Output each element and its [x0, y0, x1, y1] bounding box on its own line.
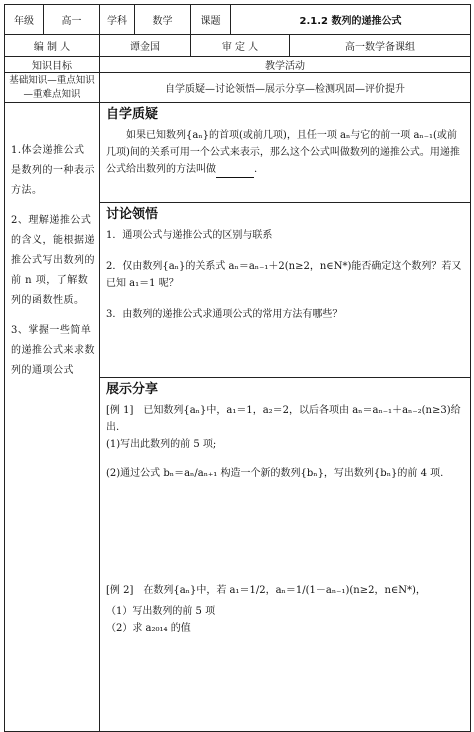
note-1: 1.体会递推公式是数列的一种表示方法。: [11, 145, 95, 196]
example2-stem: [例 2] 在数列{aₙ}中，若 a₁＝1/2，aₙ＝1/(1－aₙ₋₁)(n≥2，n∈N*)，: [106, 585, 426, 596]
discussion-q3: 3．由数列的递推公式求通项公式的常用方法有哪些？: [106, 309, 343, 320]
grade-label: 年级: [5, 5, 44, 35]
lesson-title: 2.1.2 数列的递推公式: [231, 5, 471, 35]
self-study-section: [100, 103, 471, 203]
answer-blank[interactable]: [216, 166, 254, 178]
sharing-heading: 展示分享: [106, 382, 159, 397]
focus-label: 基础知识—重点知识—重难点知识: [5, 73, 100, 103]
sharing-section: [100, 378, 471, 732]
reviewer-value: 高一数学备课组: [290, 35, 471, 57]
self-study-heading: 自学质疑: [106, 107, 159, 122]
note-3: 3、掌握一些简单的递推公式来求数列的通项公式: [11, 325, 95, 376]
knowledge-goal-header: 知识目标: [5, 57, 100, 73]
focus-row: [5, 73, 471, 103]
discussion-heading: 讨论领悟: [106, 207, 159, 222]
subject-value: 数学: [135, 5, 191, 35]
self-study-text: 如果已知数列{aₙ}的首项(或前几项)，且任一项 aₙ与它的前一项 aₙ₋₁(或前几项)间的关系可用一个公式来表示，那么这个公式叫做数列的递推公式。用递推公式给出数列的方法叫做 .: [106, 127, 464, 178]
header-row: [5, 5, 471, 35]
example2-q2: （2）求 a₂₀₁₄ 的值: [106, 623, 191, 634]
example1-stem: [例 1] 已知数列{aₙ}中，a₁＝1，a₂＝2，以后各项由 aₙ＝aₙ₋₁＋aₙ₋₂(n≥3)给出.: [106, 405, 461, 433]
column-header-row: [5, 57, 471, 73]
worksheet-table: [4, 4, 471, 732]
discussion-section: [100, 203, 471, 378]
example1-q1: (1)写出此数列的前 5 项;: [106, 439, 217, 450]
subject-label: 学科: [100, 5, 135, 35]
author-row: [5, 35, 471, 57]
grade-value: 高一: [44, 5, 100, 35]
note-2: 2、理解递推公式的含义，能根据递推公式写出数列的前 n 项，了解数列的函数性质。: [11, 215, 95, 306]
knowledge-notes: [5, 103, 100, 732]
author-value: 谭金国: [100, 35, 191, 57]
author-label: 编 制 人: [5, 35, 100, 57]
example1-q2: (2)通过公式 bₙ＝aₙ/aₙ₊₁ 构造一个新的数列{bₙ}，写出数列{bₙ}的前 4 项.: [106, 468, 444, 479]
activity-flow: 自学质疑—讨论领悟—展示分享—检测巩固—评价提升: [100, 73, 471, 103]
discussion-q2: 2．仅由数列{aₙ}的关系式 aₙ＝aₙ₋₁＋2(n≥2，n∈N*)能否确定这个数列？若又已知 a₁＝1 呢？: [106, 261, 462, 289]
discussion-q1: 1．通项公式与递推公式的区别与联系: [106, 230, 273, 241]
section1-row: [5, 103, 471, 203]
lesson-label: 课题: [191, 5, 231, 35]
teaching-activity-header: 教学活动: [100, 57, 471, 73]
reviewer-label: 审 定 人: [191, 35, 290, 57]
example2-q1: （1）写出数列的前 5 项: [106, 606, 216, 617]
